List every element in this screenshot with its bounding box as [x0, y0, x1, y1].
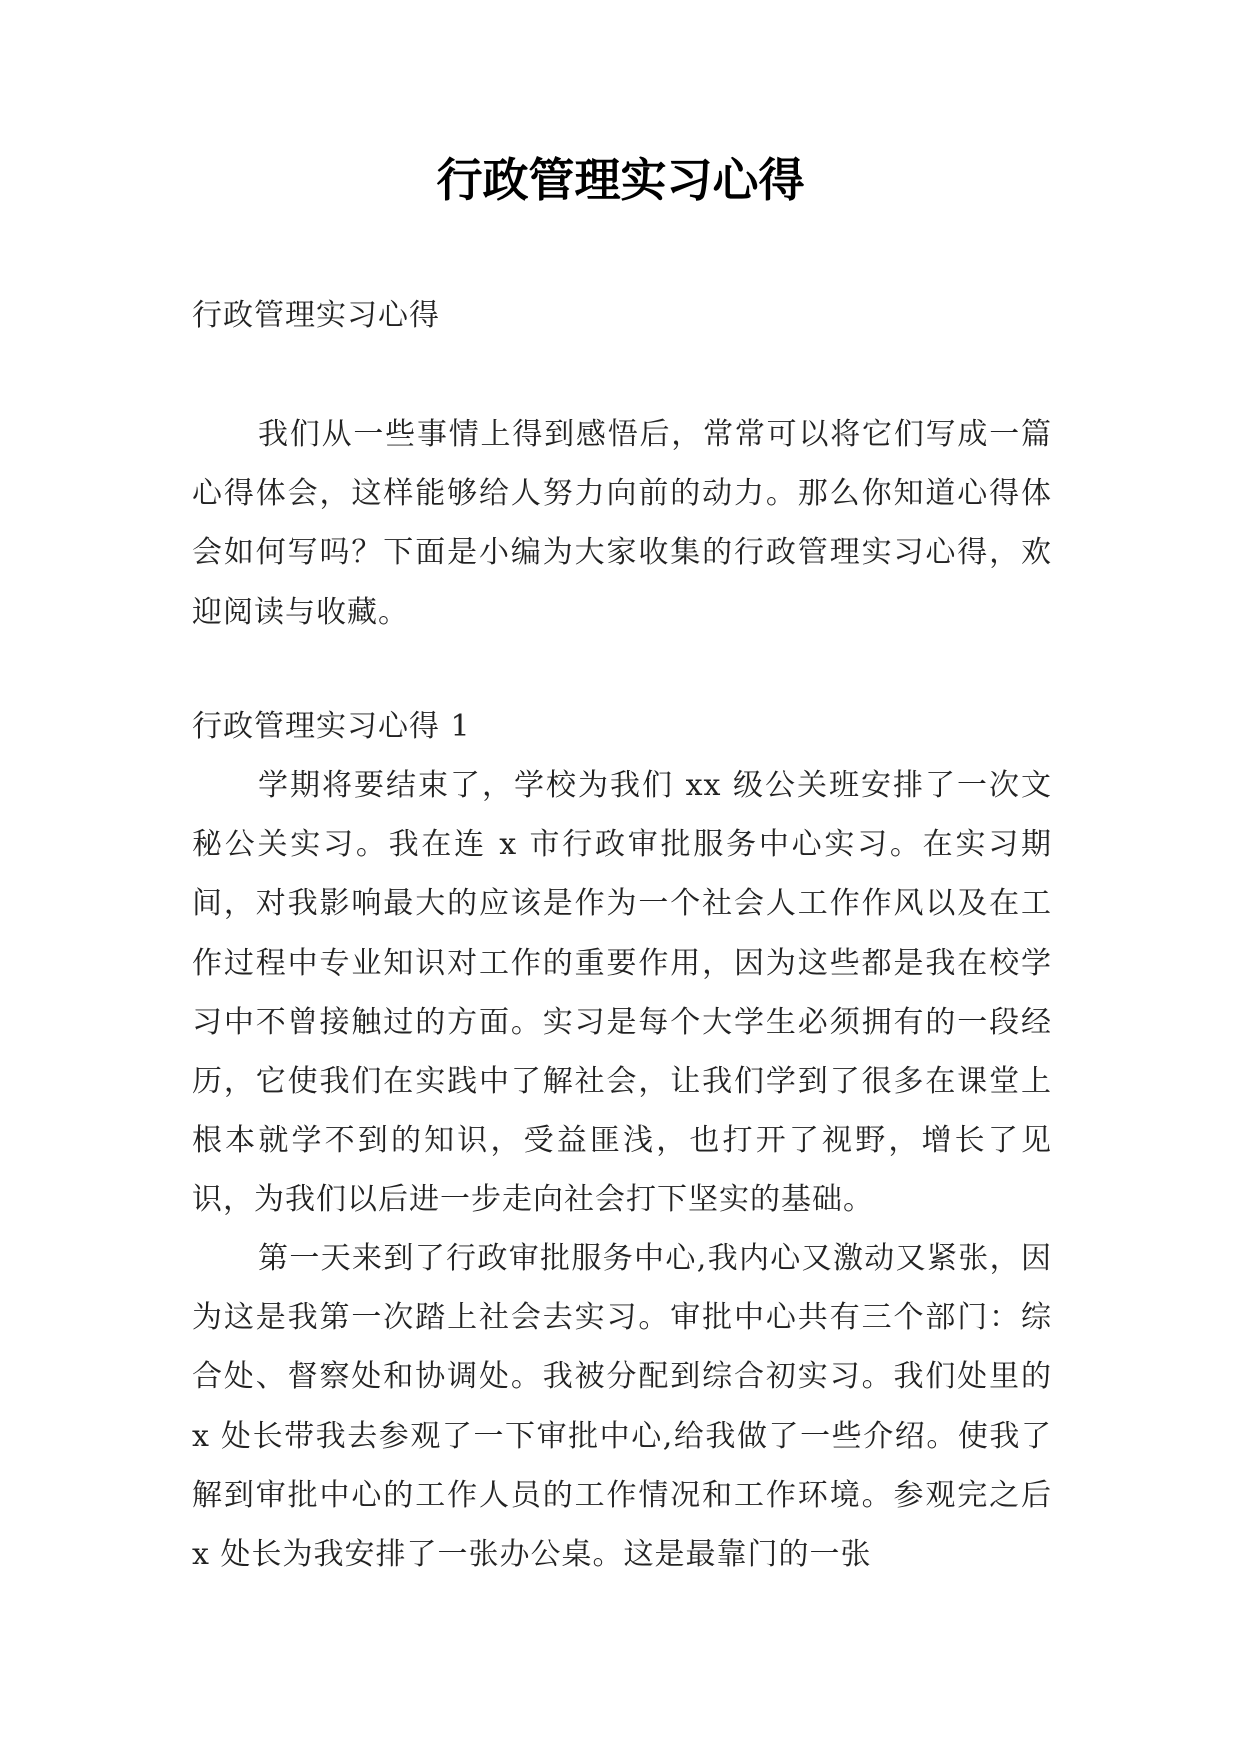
section-heading: 行政管理实习心得 1 [192, 709, 471, 744]
body-paragraph-2: 第一天来到了行政审批服务中心,我内心又激动又紧张，因为这是我第一次踏上社会去实习。审批中心共有三个部门：综合处、督察处和协调处。我被分配到综合初实习。我们处里的 x 处长带我去参观了一下审批中心,给我做了一些介绍。使我了解到审批中心的工作人员的工作情况和工作环境。参观完之后 x 处长为我安排了一张办公桌。这是最靠门的一张 [192, 1241, 1052, 1573]
document-subtitle: 行政管理实习心得 [192, 298, 440, 333]
document-title: 行政管理实习心得 [436, 153, 805, 207]
body-paragraph-1: 学期将要结束了，学校为我们 xx 级公关班安排了一次文秘公关实习。我在连 x 市行政审批服务中心实习。在实习期间，对我影响最大的应该是作为一个社会人工作作风以及在工作过程中专业知识对工作的重要作用，因为这些都是我在校学习中不曾接触过的方面。实习是每个大学生必须拥有的一段经历，它使我们在实践中了解社会，让我们学到了很多在课堂上根本就学不到的知识，受益匪浅，也打开了视野，增长了见识，为我们以后进一步走向社会打下坚实的基础。 [192, 768, 1052, 1218]
intro-paragraph: 我们从一些事情上得到感悟后，常常可以将它们写成一篇心得体会，这样能够给人努力向前的动力。那么你知道心得体会如何写吗？下面是小编为大家收集的行政管理实习心得，欢迎阅读与收藏。 [192, 417, 1052, 630]
